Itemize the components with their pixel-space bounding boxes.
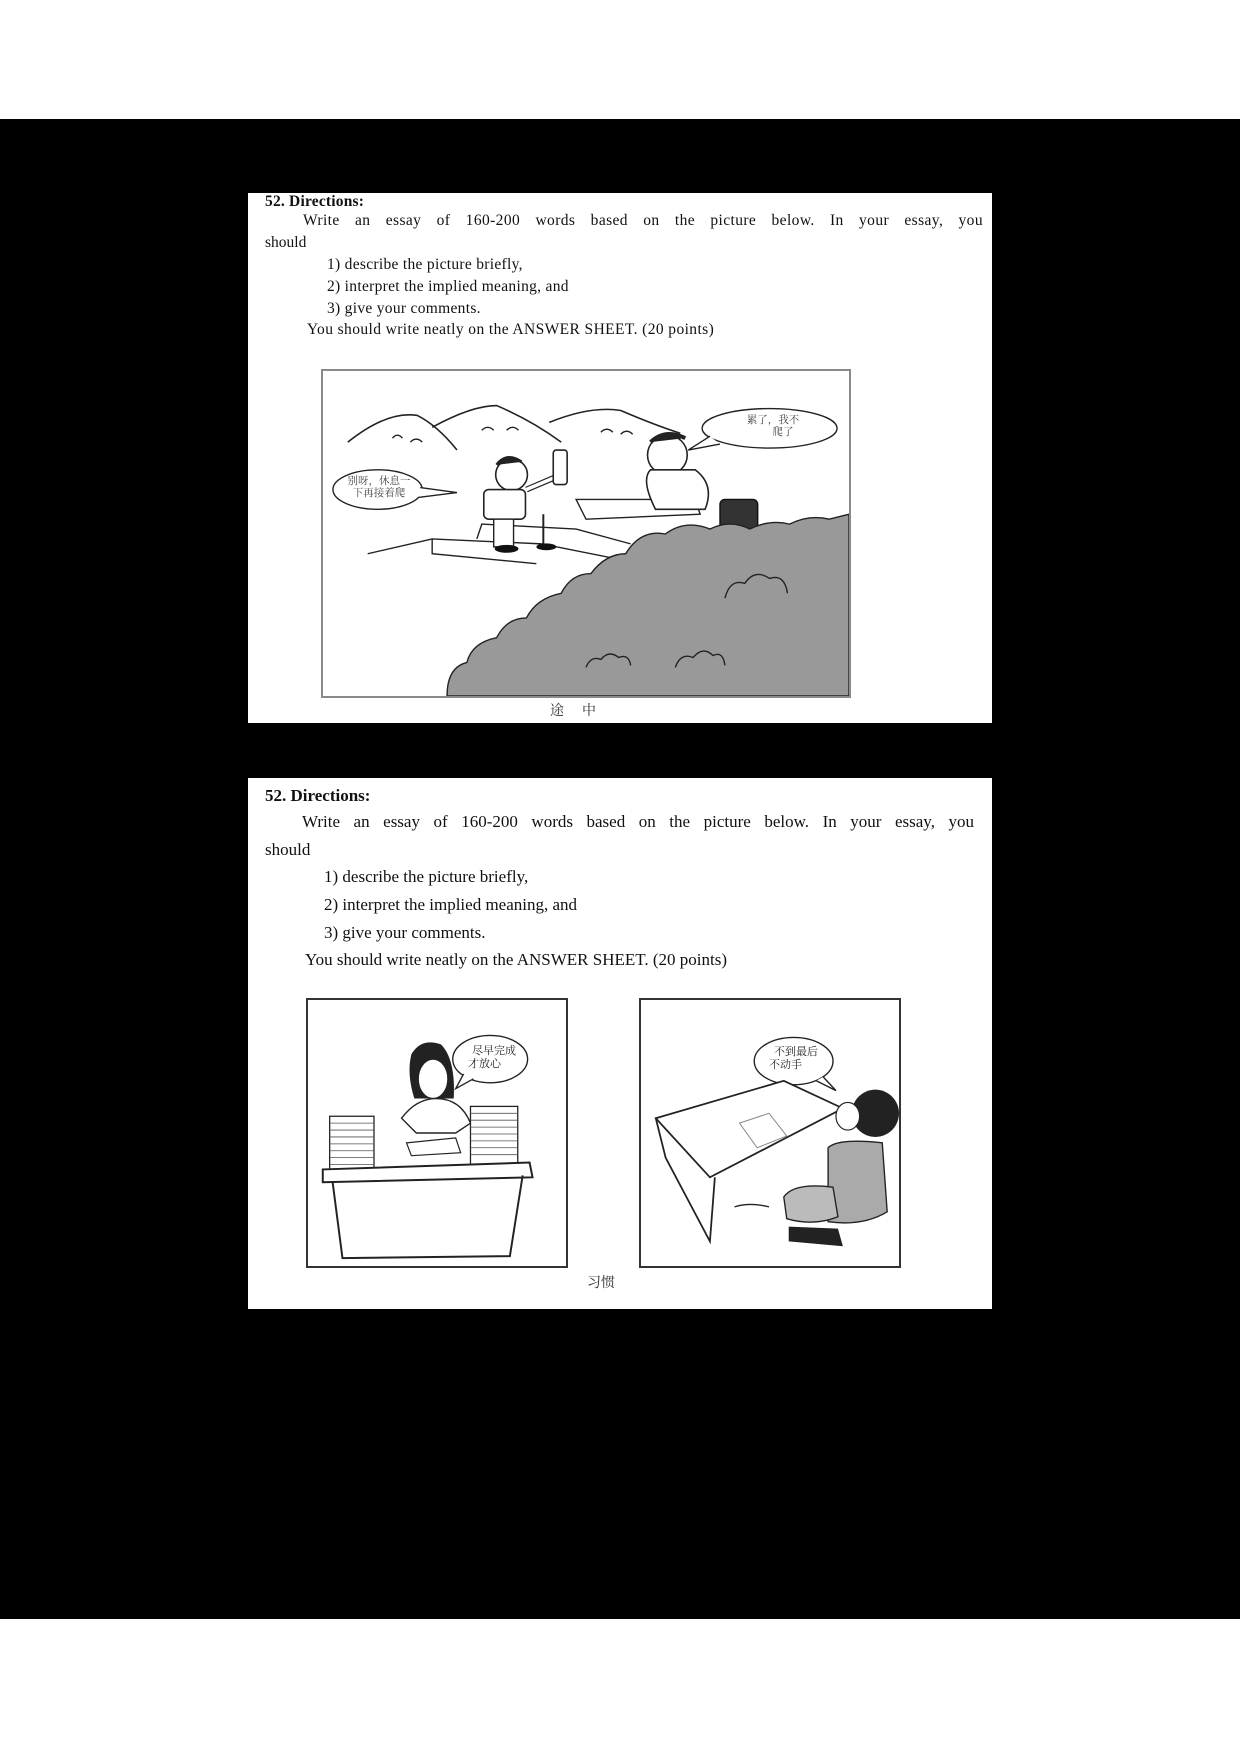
cartoon-hiking-midway: [321, 369, 851, 698]
picture-caption: 途中: [550, 703, 614, 719]
requirement-item-2: 2) interpret the implied meaning, and: [324, 895, 578, 914]
bubble-text-line: 才放心: [468, 1056, 501, 1070]
answer-sheet-note: You should write neatly on the ANSWER SHEET. (20 points): [307, 321, 715, 338]
requirement-item-1: 1) describe the picture briefly,: [327, 256, 523, 273]
speech-bubble-last-minute: [763, 1046, 829, 1071]
speech-bubble-finish-early: [464, 1045, 524, 1070]
procrastinating-boy-illustration: [641, 1000, 899, 1266]
picture-caption: 习惯: [587, 1275, 615, 1291]
instruction-text-continued: should: [265, 840, 311, 859]
bubble-text-line: 不到最后: [774, 1045, 818, 1058]
bubble-text-line: 爬了: [772, 426, 794, 439]
bubble-text-line: 下再接着爬: [352, 487, 406, 500]
requirement-item-3: 3) give your comments.: [324, 923, 486, 942]
question-title: 52. Directions:: [265, 193, 365, 210]
studying-girl-illustration: [308, 1000, 566, 1266]
instruction-text: Write an essay of 160-200 words based on the picture below. In your essay, you: [302, 812, 974, 831]
instruction-text-continued: should: [265, 234, 307, 251]
speech-bubble-tired: [718, 414, 828, 438]
requirement-item-1: 1) describe the picture briefly,: [324, 867, 529, 886]
essay-question-panel-2: [248, 778, 992, 1309]
bubble-text-line: 累了，我不: [746, 414, 800, 426]
requirement-item-2: 2) interpret the implied meaning, and: [327, 278, 569, 295]
cartoon-procrastinator: [639, 998, 901, 1268]
requirement-item-3: 3) give your comments.: [327, 300, 481, 317]
essay-question-panel-1: [248, 193, 992, 723]
answer-sheet-note: You should write neatly on the ANSWER SHEET. (20 points): [305, 950, 727, 969]
instruction-text: Write an essay of 160-200 words based on the picture below. In your essay, you: [303, 212, 983, 229]
bubble-text-line: 尽早完成: [472, 1044, 516, 1057]
bubble-text-line: 不动手: [769, 1057, 802, 1071]
question-title: 52. Directions:: [265, 786, 371, 805]
speech-bubble-keep-climbing: [338, 475, 420, 499]
bubble-text-line: 别呀，休息一: [347, 475, 411, 487]
cartoon-early-finisher: [306, 998, 568, 1268]
